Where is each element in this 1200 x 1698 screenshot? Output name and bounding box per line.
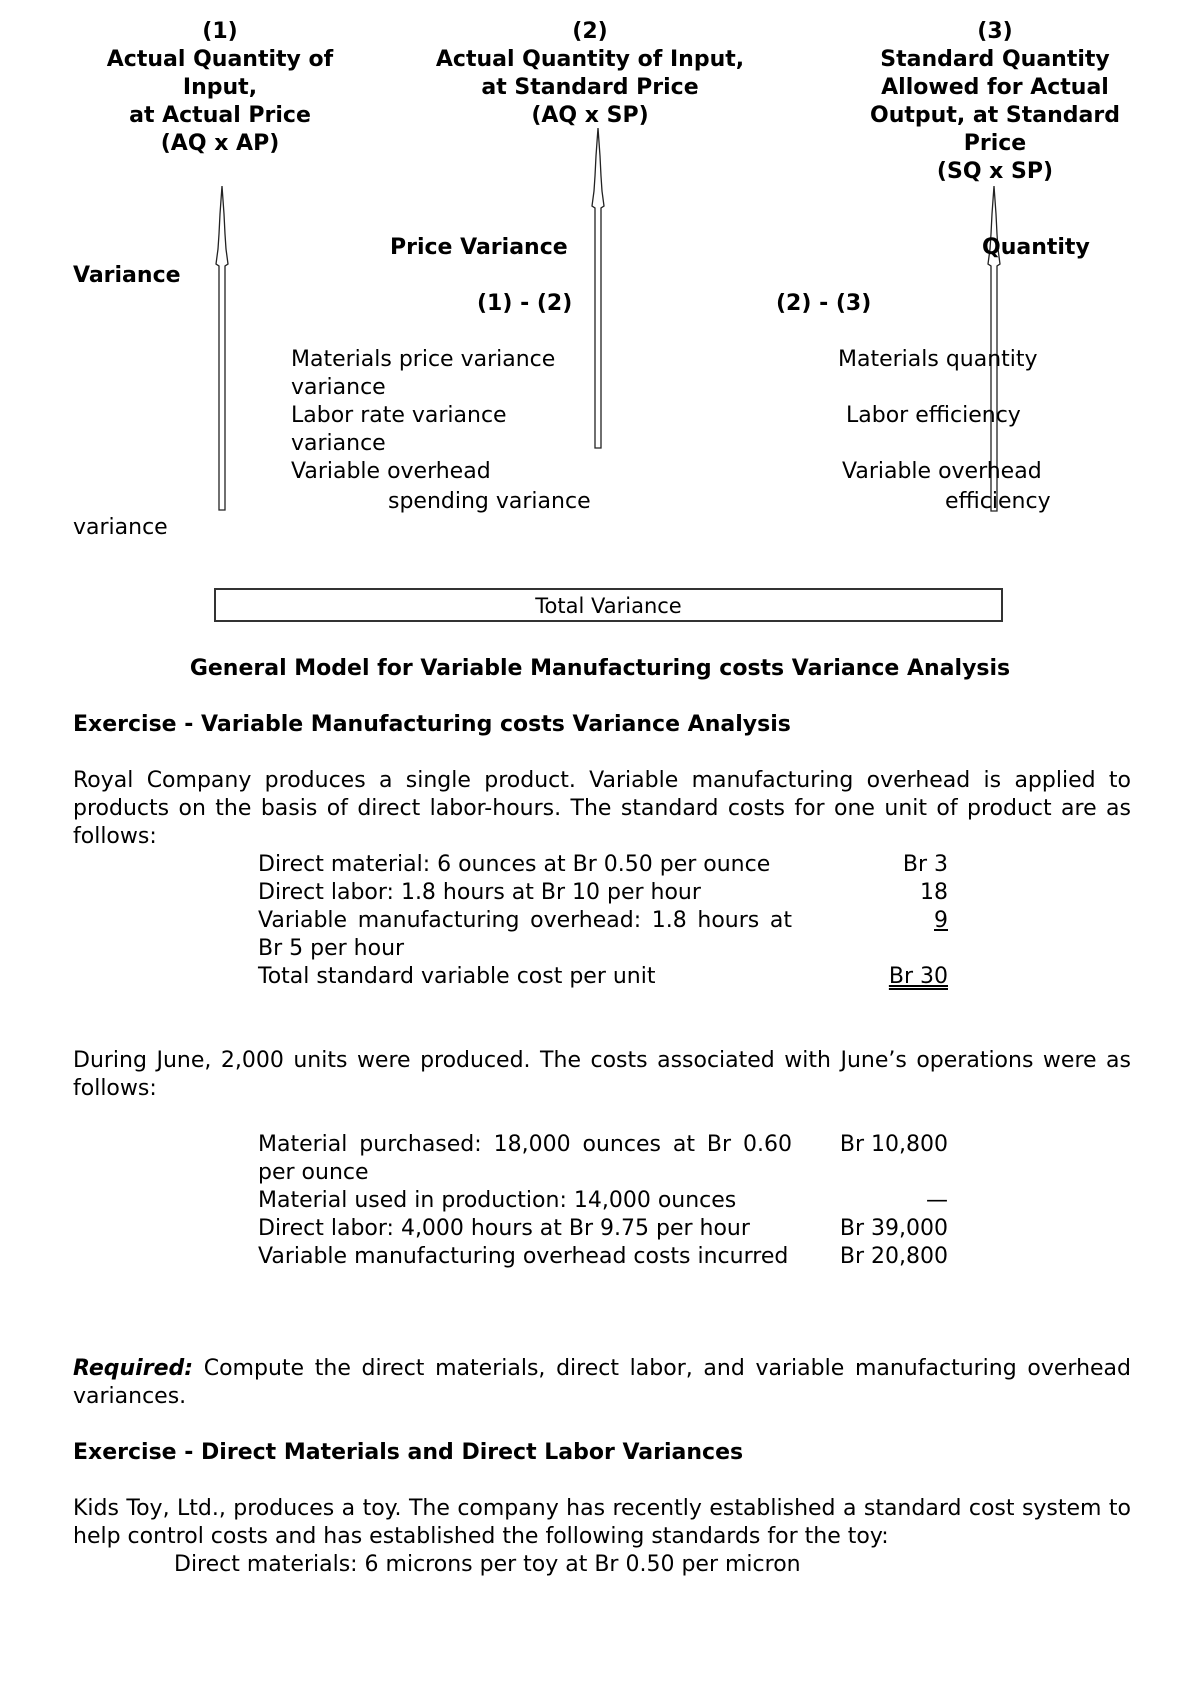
cost-description: Material used in production: 14,000 ounces	[258, 1188, 737, 1213]
cost-amount: 18	[920, 880, 948, 905]
required-paragraph	[73, 1355, 1131, 1411]
cost-description: Direct material: 6 ounces at Br 0.50 per ounce	[258, 852, 771, 877]
table-row	[258, 1131, 948, 1187]
column-3-heading	[840, 18, 1150, 186]
price-item: variance	[291, 431, 386, 456]
column-3-line: Allowed for Actual	[881, 75, 1109, 100]
cost-description: Direct labor: 1.8 hours at Br 10 per hour	[258, 880, 701, 905]
quantity-item: Variable overhead	[842, 459, 1042, 484]
column-1-line: Input,	[182, 75, 258, 100]
quantity-label: Quantity	[982, 235, 1090, 260]
price-item: variance	[291, 375, 386, 400]
cost-description: Variable manufacturing overhead costs incurred	[258, 1244, 789, 1269]
cost-amount: —	[926, 1188, 948, 1213]
price-item: spending variance	[388, 489, 591, 514]
june-costs-table	[258, 1131, 948, 1271]
quantity-item: Labor efficiency	[846, 403, 1021, 428]
table-row	[258, 1187, 948, 1215]
required-label: Required:	[73, 1356, 194, 1381]
exercise-2-standard-line: Direct materials: 6 microns per toy at Br 0.50 per micron	[174, 1552, 801, 1577]
exercise-1-intro: Royal Company produces a single product. Variable manufacturing overhead is applied to products on the basis of direct labor-hours. The standard costs for one unit of product are as follows:	[73, 768, 1131, 849]
total-variance-box: Total Variance	[214, 588, 1003, 622]
column-1-heading	[70, 18, 370, 158]
cost-amount: Br 20,800	[839, 1244, 948, 1269]
column-3-number: (3)	[977, 19, 1013, 44]
arrow-up-icon	[210, 184, 234, 512]
price-item: Labor rate variance	[291, 403, 507, 428]
column-2-number: (2)	[572, 19, 608, 44]
table-row	[258, 1215, 948, 1243]
cost-amount: Br 10,800	[839, 1132, 948, 1157]
table-row	[258, 907, 948, 963]
column-1-line: at Actual Price	[129, 103, 311, 128]
cost-total-cell	[798, 963, 948, 991]
cost-total: Br 30	[888, 964, 948, 989]
column-2-line: Actual Quantity of Input,	[435, 47, 745, 72]
price-formula: (1) - (2)	[477, 291, 573, 316]
column-3-line: Standard Quantity	[880, 47, 1110, 72]
arrow-up-icon	[586, 126, 610, 451]
table-row	[258, 851, 948, 879]
quantity-item: Materials quantity	[838, 347, 1038, 372]
cost-description: Variable manufacturing overhead: 1.8 hours at Br 5 per hour	[258, 908, 792, 961]
table-row	[258, 1243, 948, 1271]
cost-description: Material purchased: 18,000 ounces at Br 0.60 per ounce	[258, 1132, 792, 1185]
exercise-2-heading: Exercise - Direct Materials and Direct Labor Variances	[73, 1440, 744, 1465]
column-2-line: (AQ x SP)	[531, 103, 649, 128]
cost-description: Direct labor: 4,000 hours at Br 9.75 per hour	[258, 1216, 750, 1241]
column-3-line: (SQ x SP)	[936, 159, 1054, 184]
variance-label: Variance	[73, 263, 181, 288]
column-3-line: Price	[963, 131, 1027, 156]
diagram-caption: General Model for Variable Manufacturing costs Variance Analysis	[189, 656, 1011, 681]
cost-description: Total standard variable cost per unit	[258, 964, 656, 989]
cost-amount: 9	[934, 908, 948, 933]
required-text: Compute the direct materials, direct labor, and variable manufacturing overhead variances.	[73, 1356, 1131, 1409]
table-row	[258, 963, 948, 991]
quantity-item: efficiency	[945, 489, 1051, 514]
price-item: Variable overhead	[291, 459, 491, 484]
column-1-number: (1)	[202, 19, 238, 44]
price-item: Materials price variance	[291, 347, 556, 372]
cost-amount-cell	[798, 907, 948, 963]
trailing-variance-label: variance	[73, 515, 168, 540]
price-variance-label: Price Variance	[390, 235, 568, 260]
column-3-line: Output, at Standard	[870, 103, 1120, 128]
column-2-heading	[410, 18, 770, 130]
june-intro: During June, 2,000 units were produced. The costs associated with June’s operations were as follows:	[73, 1048, 1131, 1101]
quantity-formula: (2) - (3)	[776, 291, 872, 316]
cost-amount: Br 3	[902, 852, 948, 877]
cost-amount: Br 39,000	[839, 1216, 948, 1241]
table-row	[258, 879, 948, 907]
exercise-1-heading: Exercise - Variable Manufacturing costs Variance Analysis	[73, 712, 791, 737]
column-1-line: (AQ x AP)	[160, 131, 280, 156]
standard-costs-table	[258, 851, 948, 991]
exercise-2-intro: Kids Toy, Ltd., produces a toy. The company has recently established a standard cost system to help control costs and has established the following standards for the toy:	[73, 1496, 1131, 1549]
column-2-line: at Standard Price	[481, 75, 699, 100]
column-1-line: Actual Quantity of	[106, 47, 334, 72]
